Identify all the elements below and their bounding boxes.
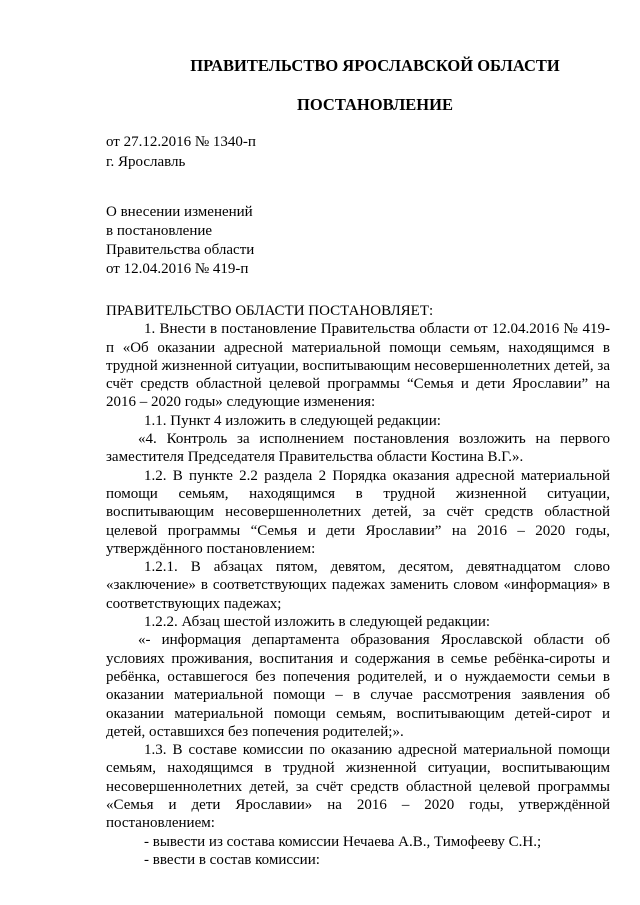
issuing-authority: ПРАВИТЕЛЬСТВО ЯРОСЛАВСКОЙ ОБЛАСТИ [190, 56, 560, 75]
paragraph: 1.2. В пункте 2.2 раздела 2 Порядка оказания адресной материальной помощи семьям, находящимся в трудной жизненной ситуации, воспитывающим несовершеннолетних детей, за счёт средств областной целевой программы “Семья и дети Ярославии” на 2016 – 2020 годы, утверждённого постановлением: [106, 467, 610, 557]
paragraph: «- информация департамента образования Ярославской области об условиях проживания, воспитания и содержания в семье ребёнка-сироты и ребёнка, оставшегося без попечения родителей, и о нуждаемости семьи в оказании материальной помощи – в случае рассмотрения заявления об оказании материальной помощи семьям, воспитывающим детей-сирот и детей, оставшихся без попечения родителей;». [106, 632, 610, 740]
document-body [106, 302, 610, 869]
date-number: от 27.12.2016 № 1340-п [106, 134, 256, 150]
decree-line: ПРАВИТЕЛЬСТВО ОБЛАСТИ ПОСТАНОВЛЯЕТ: [106, 303, 434, 319]
paragraph: 1. Внести в постановление Правительства области от 12.04.2016 № 419-п «Об оказании адресной материальной помощи семьям, находящимся в трудной жизненной ситуации, воспитывающим несовершеннолетних детей, за счёт средств областной целевой программы “Семья и дети Ярославии” на 2016 – 2020 годы» следующие изменения: [106, 321, 610, 411]
document-meta [106, 132, 256, 172]
paragraph: 1.3. В составе комиссии по оказанию адресной материальной помощи семьям, находящимся в трудной жизненной ситуации, воспитывающим несовершеннолетних детей, за счёт средств областной целевой программы «Семья и дети Ярославии» на 2016 – 2020 годы, утверждённой постановлением: [106, 742, 610, 832]
paragraph: - вывести из состава комиссии Нечаева А.В., Тимофееву С.Н.; [144, 833, 542, 850]
city: г. Ярославль [106, 154, 186, 170]
document-subject [106, 203, 254, 279]
paragraph: - ввести в состав комиссии: [144, 851, 320, 868]
paragraph: 1.1. Пункт 4 изложить в следующей редакции: [144, 412, 441, 429]
subject-line: О внесении изменений [106, 204, 253, 220]
document-type: ПОСТАНОВЛЕНИЕ [297, 95, 453, 114]
paragraph: 1.2.2. Абзац шестой изложить в следующей редакции: [144, 614, 491, 631]
subject-line: в постановление [106, 223, 213, 239]
subject-line: от 12.04.2016 № 419-п [106, 261, 249, 277]
paragraph: 1.2.1. В абзацах пятом, девятом, десятом, девятнадцатом слово «заключение» в соответствующих падежах заменить словом «информация» в соответствующих падежах; [106, 559, 610, 612]
paragraph: «4. Контроль за исполнением постановления возложить на первого заместителя Председателя Правительства области Костина В.Г.». [106, 431, 610, 466]
subject-line: Правительства области [106, 242, 255, 258]
